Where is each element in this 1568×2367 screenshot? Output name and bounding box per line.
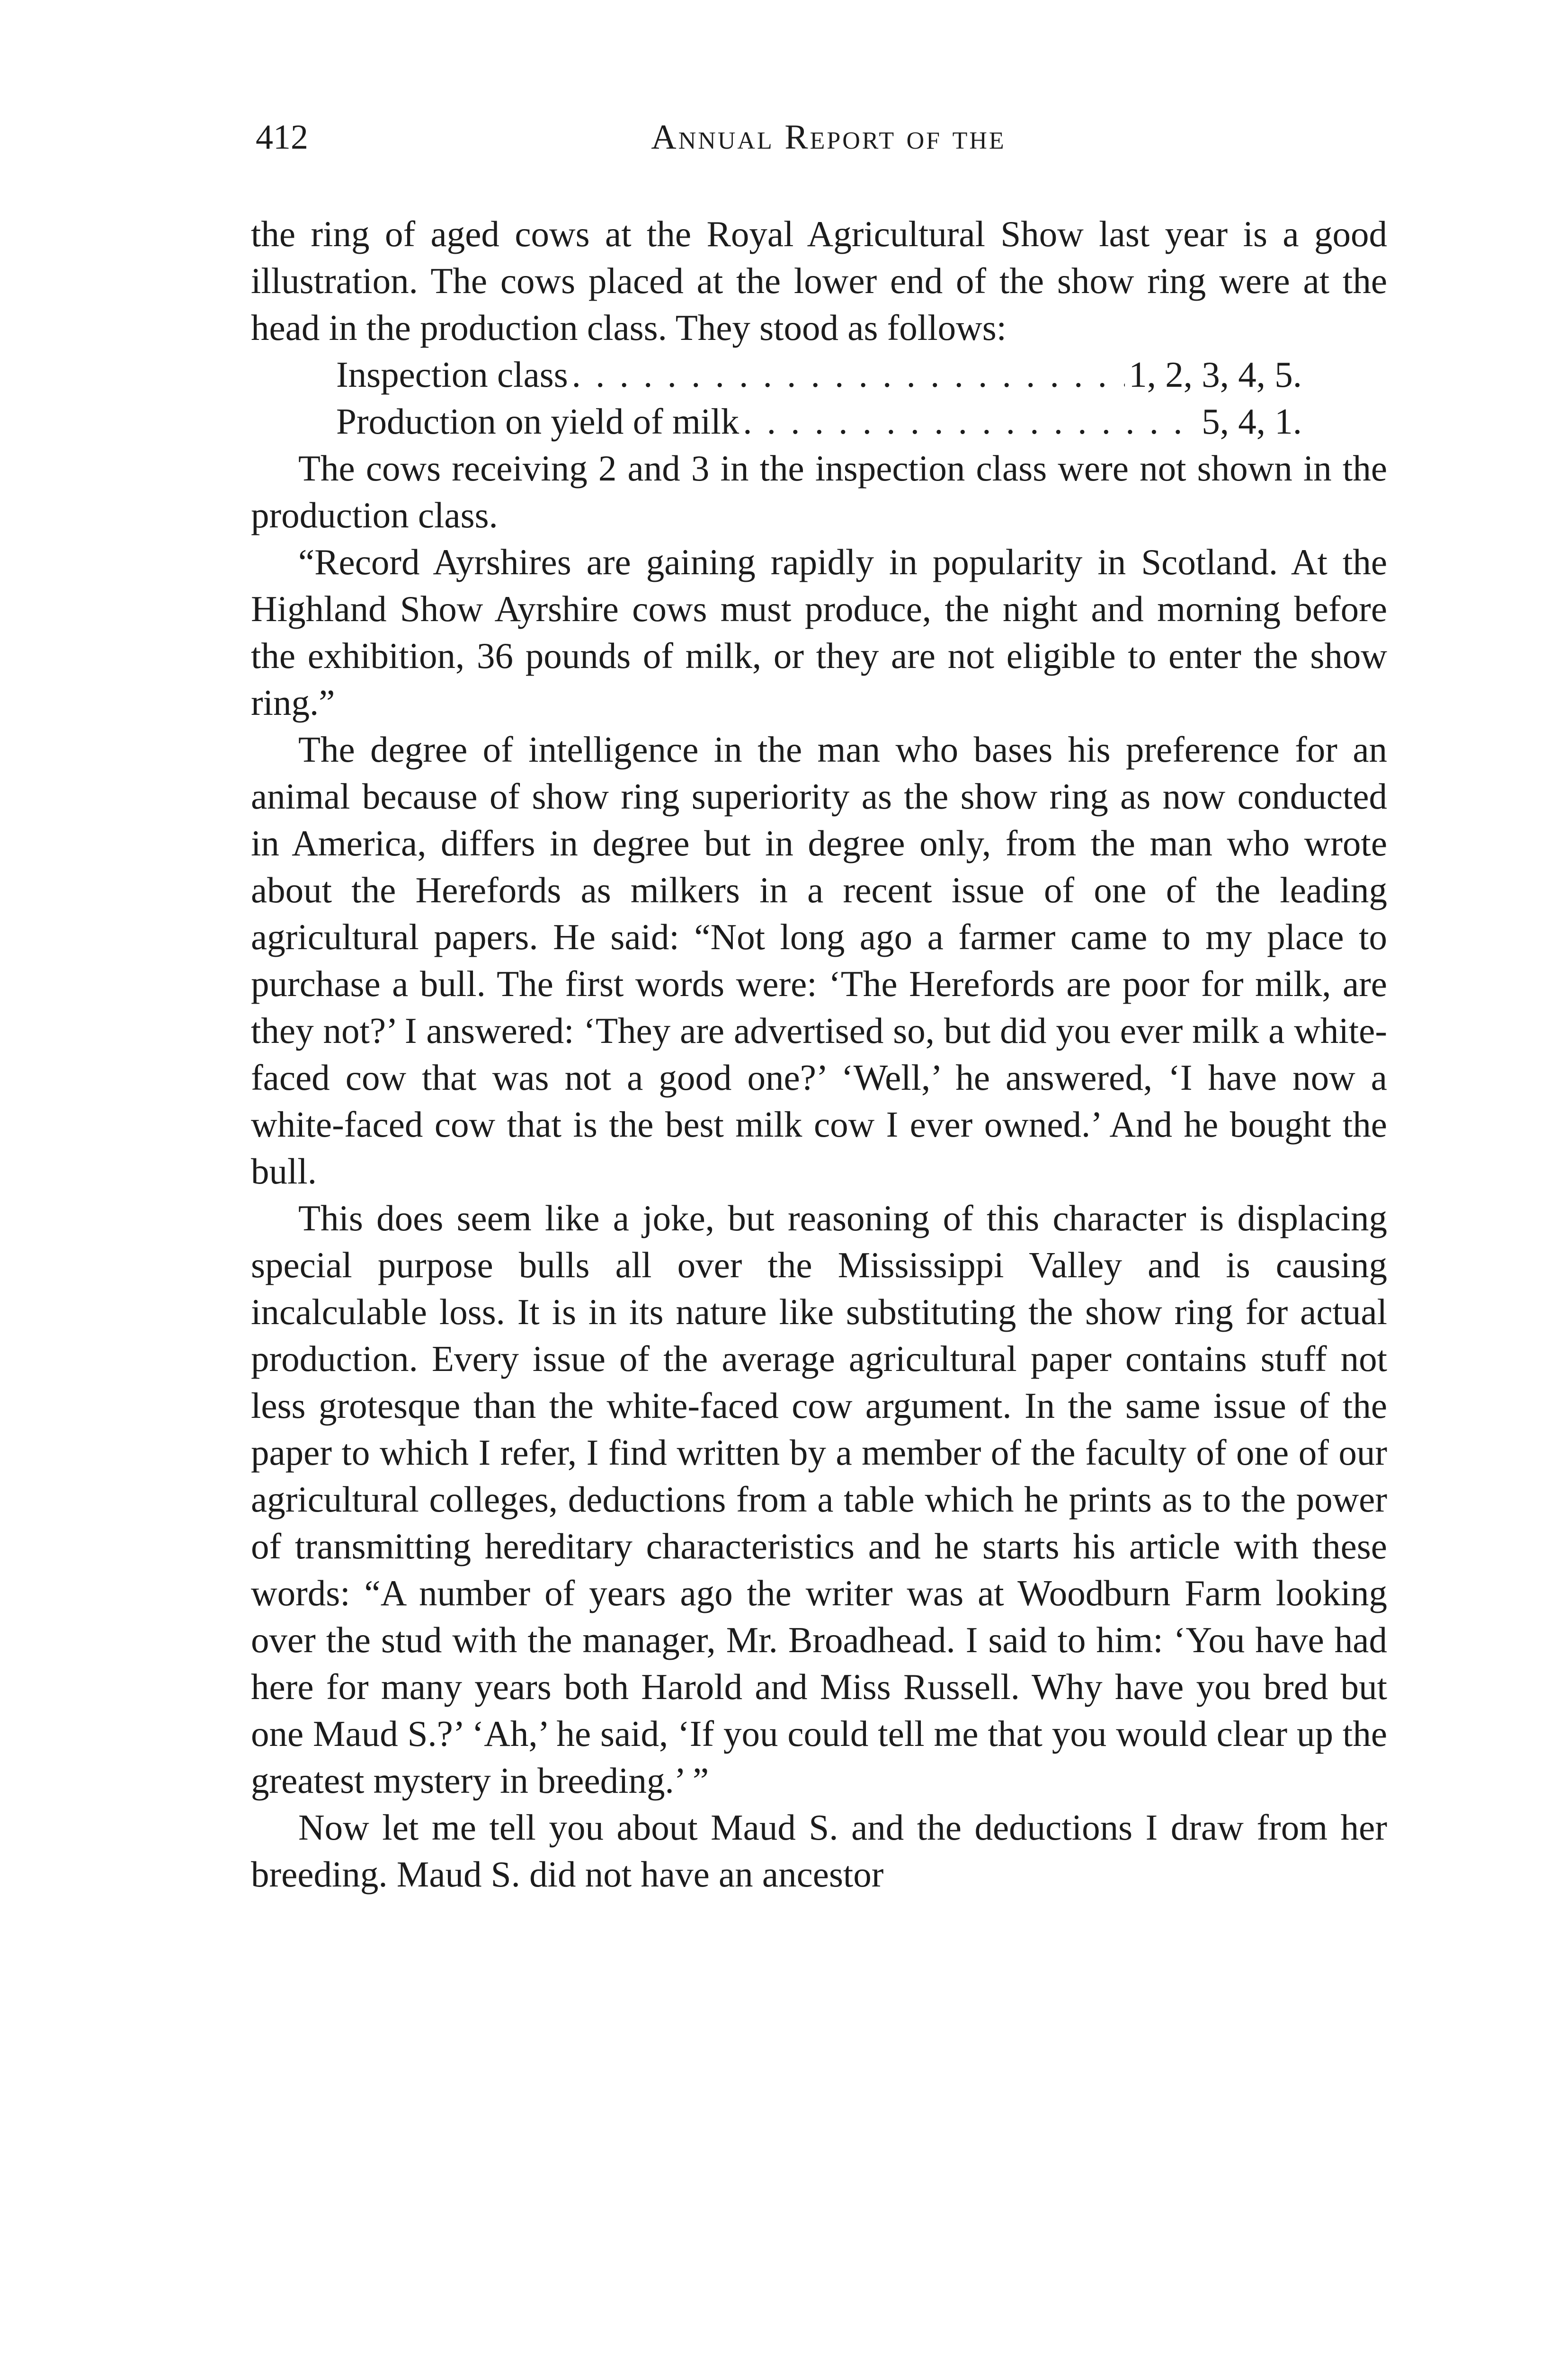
paragraph-continued: the ring of aged cows at the Royal Agricultural Show last year is a good illustration. The cows placed at the lower end of the show ring were at the head in the production class. They stood as follows: [251, 214, 1387, 348]
standings-row-inspection [336, 351, 1302, 398]
paragraph: The degree of intelligence in the man who bases his preference for an animal because of show ring superiority as the show ring as now conducted in America, differs in degree but in degree only, from the man who wrote about the Herefords as milkers in a recent issue of one of the leading agricultural papers. He said: “Not long ago a farmer came to my place to purchase a bull. The first words were: ‘The Herefords are poor for milk, are they not?’ I answered: ‘They are advertised so, but did you ever milk a white-faced cow that was not a good one?’ ‘Well,’ he answered, ‘I have now a white-faced cow that is the best milk cow I ever owned.’ And he bought the bull. [251, 729, 1387, 1192]
page-number: 412 [256, 118, 308, 157]
paragraph: The cows receiving 2 and 3 in the inspection class were not shown in the production class. [251, 448, 1387, 535]
standings-ranks: 5, 4, 1. [1202, 401, 1302, 442]
page-body [251, 211, 1387, 1898]
standings-table [251, 351, 1387, 445]
standings-ranks: 1, 2, 3, 4, 5. [1129, 354, 1302, 395]
standings-row-production [336, 398, 1302, 445]
dot-leader [572, 351, 1125, 398]
paragraph-quote: “Record Ayrshires are gaining rapidly in popularity in Scotland. At the Highland Show Ayrshire cows must produce, the night and morning before the exhibition, 36 pounds of milk, or they are not eligible to enter the show ring.” [251, 542, 1387, 723]
standings-label: Inspection class [336, 354, 568, 395]
paragraph: Now let me tell you about Maud S. and the deductions I draw from her breeding. Maud S. did not have an ancestor [251, 1807, 1387, 1895]
page-header [256, 114, 1401, 166]
running-head: Annual Report of the [651, 118, 1006, 157]
dot-leader [743, 398, 1198, 445]
standings-label: Production on yield of milk [336, 401, 739, 442]
paragraph: This does seem like a joke, but reasoning of this character is displacing special purpose bulls all over the Mississippi Valley and is causing incalculable loss. It is in its nature like substituting the show ring for actual production. Every issue of the average agricultural paper contains stuff not less grotesque than the white-faced cow argument. In the same issue of the paper to which I refer, I find written by a member of the faculty of one of our agricultural colleges, deductions from a table which he prints as to the power of transmitting hereditary characteristics and he starts his article with these words: “A number of years ago the writer was at Woodburn Farm looking over the stud with the manager, Mr. Broadhead. I said to him: ‘You have had here for many years both Harold and Miss Russell. Why have you bred but one Maud S.?’ ‘Ah,’ he said, ‘If you could tell me that you would clear up the greatest mystery in breeding.’ ” [251, 1198, 1387, 1801]
